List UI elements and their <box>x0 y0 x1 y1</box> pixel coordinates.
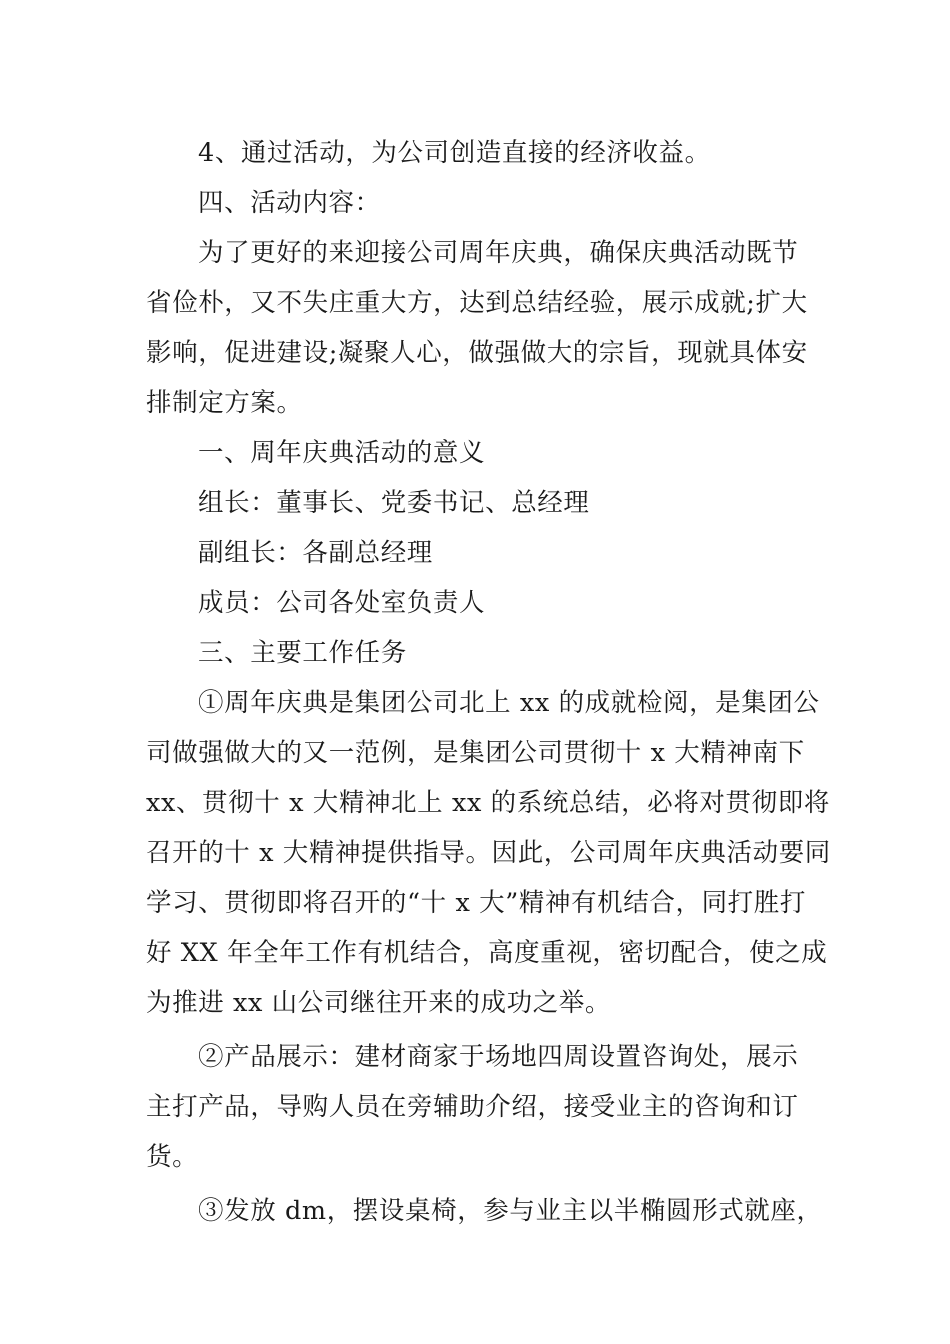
text-line: ②产品展示：建材商家于场地四周设置咨询处，展示 <box>198 1042 799 1072</box>
paragraph-goal-4 <box>146 128 808 178</box>
text-line: 四、活动内容： <box>198 188 381 218</box>
text-line: 三、主要工作任务 <box>198 638 407 668</box>
text-line: 组长：董事长、党委书记、总经理 <box>198 488 590 518</box>
text-line: ①周年庆典是集团公司北上 xx 的成就检阅，是集团公 <box>198 688 820 718</box>
paragraph-task-3 <box>146 1186 823 1236</box>
text-line: 好 XX 年全年工作有机结合，高度重视，密切配合，使之成 <box>146 938 828 968</box>
text-line: 副组长：各副总经理 <box>198 538 433 568</box>
paragraph-task-1 <box>146 678 831 1028</box>
paragraph-intro <box>146 228 808 428</box>
paragraph-task-2 <box>146 1032 808 1182</box>
text-line: 司做强做大的又一范例，是集团公司贯彻十 x 大精神南下 <box>146 738 805 768</box>
text-line: 一、周年庆典活动的意义 <box>198 438 486 468</box>
paragraph-leader <box>146 478 808 528</box>
section-heading-significance <box>146 428 808 478</box>
section-heading-main-tasks <box>146 628 808 678</box>
text-line: 4、通过活动，为公司创造直接的经济收益。 <box>198 138 711 168</box>
text-line: 主打产品，导购人员在旁辅助介绍，接受业主的咨询和订 <box>146 1092 799 1122</box>
paragraph-members <box>146 578 808 628</box>
text-line: 省俭朴，又不失庄重大方，达到总结经验，展示成就;扩大 <box>146 288 808 318</box>
text-line: 货。 <box>146 1142 199 1172</box>
text-line: xx、贯彻十 x 大精神北上 xx 的系统总结，必将对贯彻即将 <box>146 788 830 818</box>
section-heading-activity-content <box>146 178 808 228</box>
text-line: 排制定方案。 <box>146 388 303 418</box>
text-line: 成员：公司各处室负责人 <box>198 588 486 618</box>
text-line: 为推进 xx 山公司继往开来的成功之举。 <box>146 988 611 1018</box>
text-line: 为了更好的来迎接公司周年庆典，确保庆典活动既节 <box>198 238 799 268</box>
text-line: 召开的十 x 大精神提供指导。因此，公司周年庆典活动要同 <box>146 838 831 868</box>
text-line: ③发放 dm，摆设桌椅，参与业主以半椭圆形式就座， <box>198 1196 823 1226</box>
text-line: 学习、贯彻即将召开的“十 x 大”精神有机结合，同打胜打 <box>146 888 806 918</box>
document-page <box>146 128 831 1236</box>
paragraph-deputy-leader <box>146 528 808 578</box>
text-line: 影响，促进建设;凝聚人心，做强做大的宗旨，现就具体安 <box>146 338 808 368</box>
